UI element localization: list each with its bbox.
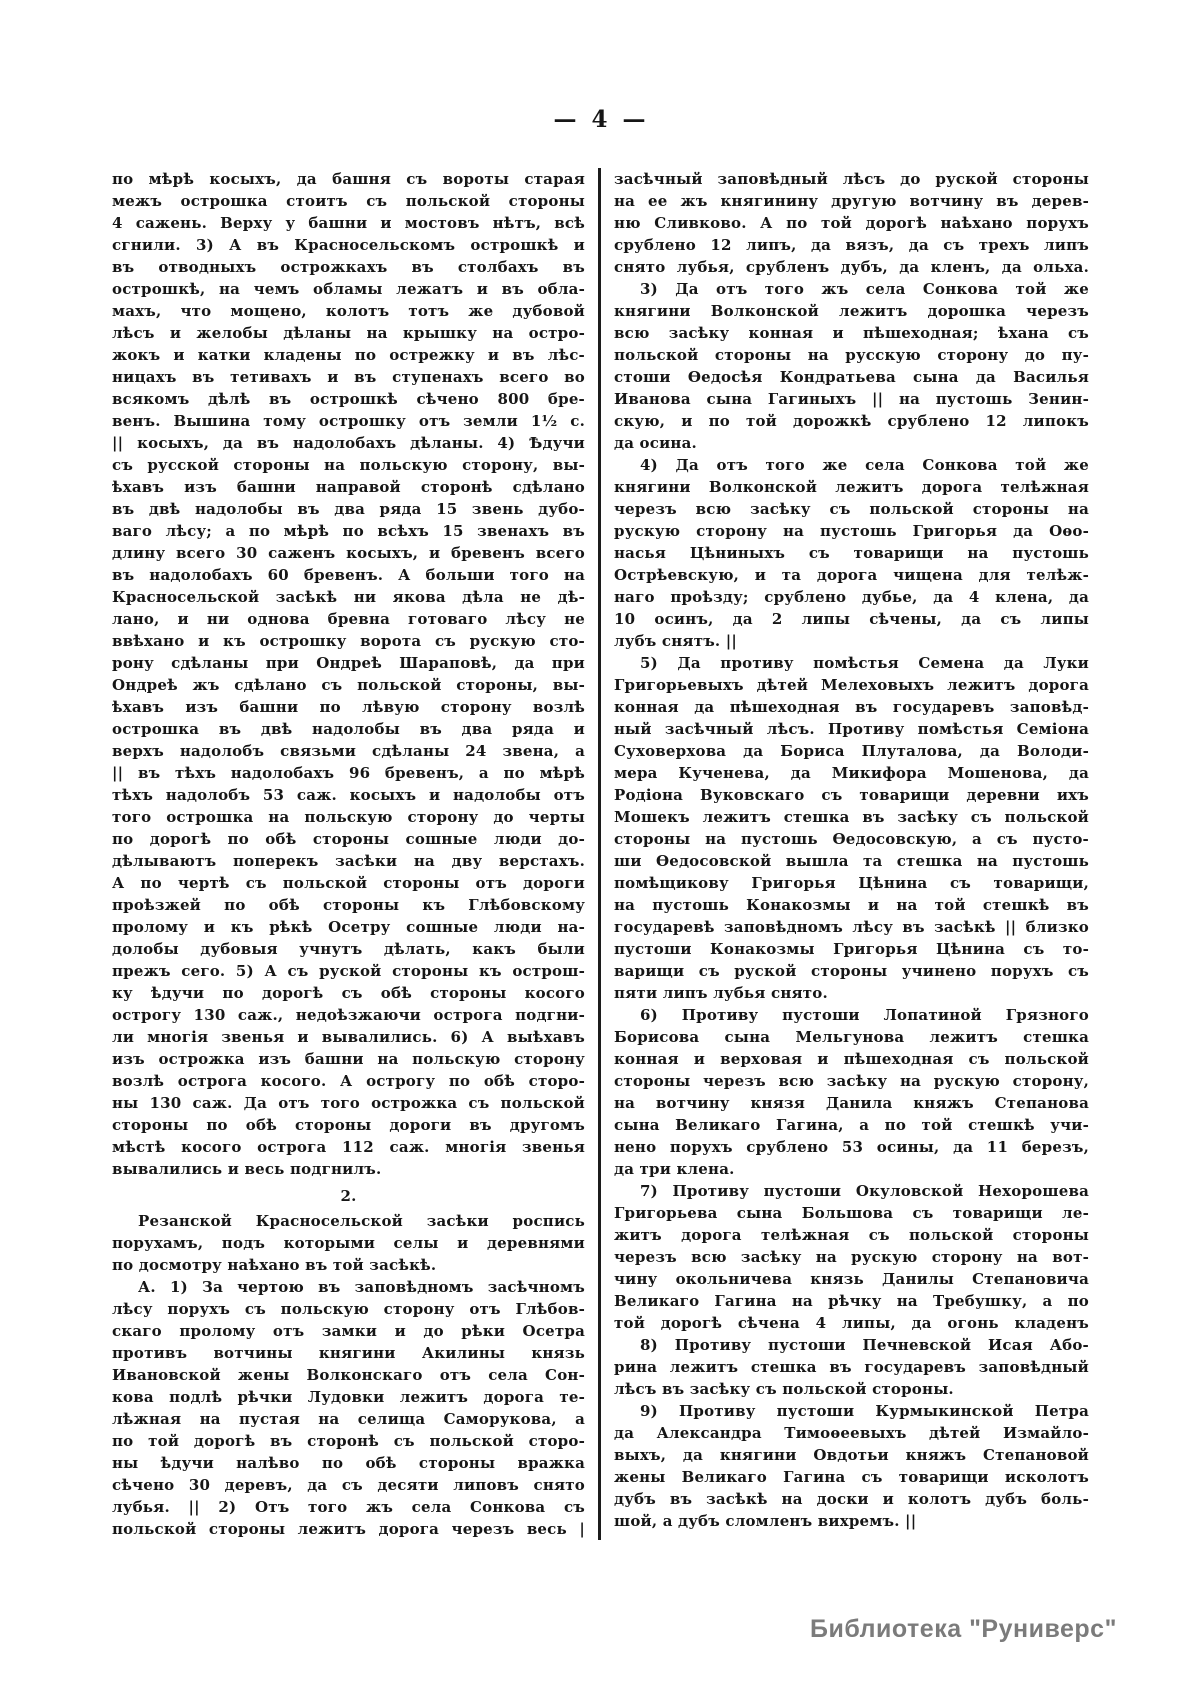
text-line: пяти липъ лубья снято. (614, 984, 828, 1002)
text-line: ку ѣдучи по дорогѣ съ обѣ стороны косого (112, 984, 585, 1002)
text-line: изъ острожка изъ башни на польскую сторону (112, 1050, 585, 1068)
text-line: || въ тѣхъ надолобахъ 96 бревенъ, а по мѣрѣ (112, 764, 585, 782)
text-line: сгнили. 3) А въ Красносельскомъ острошкѣ и (112, 236, 585, 254)
text-line: Резанской Красносельской засѣки роспись (138, 1212, 585, 1230)
text-line: въ надолобахъ 60 бревенъ. А больши того на (112, 566, 585, 584)
text-line: жокъ и катки кладены по острежку и въ лѣс- (112, 346, 585, 364)
text-line: мера Кученева, да Микифора Мошенова, да (614, 764, 1089, 782)
text-line: житъ дорога телѣжная съ польской стороны (614, 1226, 1089, 1244)
text-line: лубья. || 2) Отъ того жъ села Сонкова съ (112, 1498, 585, 1516)
text-line: Ивановской жены Волконскаго отъ села Сон- (112, 1366, 585, 1384)
text-line: княгини Волконской лежитъ дорошка черезъ (614, 302, 1089, 320)
text-line: возлѣ острога косого. А острогу по обѣ сторо- (112, 1072, 585, 1090)
text-line: верхъ надолобъ связьми сдѣланы 24 звена, а (112, 742, 585, 760)
text-line: скую, и по той дорожкѣ срублено 12 липокъ (614, 412, 1089, 430)
text-line: сѣчено 30 деревъ, да съ десяти липовъ снято (112, 1476, 585, 1494)
text-line: засѣчный заповѣдный лѣсъ до руской стороны (614, 170, 1089, 188)
text-line: да осина. (614, 434, 697, 452)
text-line: Острѣевскую, и та дорога чищена для телѣж- (614, 566, 1089, 584)
text-line: ны ѣдучи налѣво по обѣ стороны вражка (112, 1454, 585, 1472)
text-line: ню Сливково. А по той дорогѣ наѣхано порухъ (614, 214, 1089, 232)
paragraph (112, 1210, 585, 1276)
text-line: прежъ сего. 5) А съ руской стороны къ острош- (112, 962, 585, 980)
text-line: ваго лѣсу; а по мѣрѣ по всѣхъ 15 звенахъ въ (112, 522, 585, 540)
text-line: съ русской стороны на польскую сторону, вы- (112, 456, 585, 474)
page-number-dash-left: — (553, 106, 578, 133)
text-line: конная да пѣшеходная въ государевъ заповѣд- (614, 698, 1089, 716)
text-line: 10 осинъ, да 2 липы сѣчены, да съ липы (614, 610, 1089, 628)
text-line: || косыхъ, да въ надолобахъ дѣланы. 4) Ѣдучи (112, 434, 585, 452)
text-line: пролому и къ рѣкѣ Осетру сошные люди на- (112, 918, 585, 936)
text-line: скаго пролому отъ замки и до рѣки Осетра (112, 1322, 585, 1340)
paragraph (112, 1276, 585, 1540)
section-number-heading: 2. (340, 1187, 357, 1205)
text-line: вывалились и весь подгнилъ. (112, 1160, 382, 1178)
text-line: 5) Да противу помѣстья Семена да Луки (640, 654, 1089, 672)
text-line: ѣхавъ изъ башни по лѣвую сторону возлѣ (112, 698, 585, 716)
paragraph (614, 1180, 1089, 1334)
text-line: конная и верховая и пѣшеходная съ польской (614, 1050, 1089, 1068)
two-column-text-area (112, 168, 1092, 1540)
text-line: польской стороны на русскую сторону до пу- (614, 346, 1089, 364)
text-line: жены Великаго Гагина съ товарищи исколотъ (614, 1468, 1089, 1486)
text-line: по той дорогѣ въ сторонѣ съ польской сторо- (112, 1432, 585, 1450)
text-line: шой, а дубъ сломленъ вихремъ. || (614, 1512, 917, 1530)
paragraph (614, 1004, 1089, 1180)
text-line: Красносельской засѣкѣ ни якова дѣла не дѣ- (112, 588, 585, 606)
text-line: Иванова сына Гагиныхъ || на пустошь Зенин- (614, 390, 1089, 408)
text-line: лѣсу порухъ съ польскую сторону отъ Глѣбов- (112, 1300, 585, 1318)
text-line: долобы дубовыя учнутъ дѣлать, какъ были (112, 940, 585, 958)
text-line: Григорьева сына Большова съ товарищи ле- (614, 1204, 1089, 1222)
text-line: 6) Противу пустоши Лопатиной Грязного (640, 1006, 1089, 1024)
text-line: по досмотру наѣхано въ той засѣкѣ. (112, 1256, 437, 1274)
text-line: стоши Ѳедосѣя Кондратьева сына да Василья (614, 368, 1089, 386)
text-line: дубъ въ засѣкѣ на доски и колотъ дубъ боль- (614, 1490, 1089, 1508)
runivers-library-watermark: Библиотека "Руниверс" (810, 1615, 1117, 1643)
text-line: 4) Да отъ того же села Сонкова той же (640, 456, 1089, 474)
text-line: противъ вотчины княгини Акилины князь (112, 1344, 585, 1362)
text-line: всякомъ дѣлѣ въ острошкѣ сѣчено 800 бре- (112, 390, 585, 408)
page-number: 4 (591, 106, 609, 133)
text-line: черезъ всю засѣку съ польской стороны на (614, 500, 1089, 518)
text-line: лубъ снятъ. || (614, 632, 738, 650)
text-line: рина лежитъ стешка въ государевъ заповѣдный (614, 1358, 1089, 1376)
text-line: сына Великаго Гагина, а по той стешкѣ учи- (614, 1116, 1089, 1134)
text-line: Ондреѣ жъ сдѣлано съ польской стороны, вы- (112, 676, 585, 694)
text-line: ницахъ въ тетивахъ и въ ступенахъ всего во (112, 368, 585, 386)
text-line: стороны по обѣ стороны дороги въ другомъ (112, 1116, 585, 1134)
text-line: ли многія звенья и вывалились. 6) А выѣхавъ (112, 1028, 585, 1046)
text-line: ввѣхано и къ острошку ворота съ рускую сто- (112, 632, 585, 650)
text-line: да Александра Тимоѳеевыхъ дѣтей Измайло- (614, 1424, 1089, 1442)
paragraph (614, 278, 1089, 454)
text-line: 9) Противу пустоши Курмыкинской Петра (640, 1402, 1089, 1420)
text-line: рускую сторону на пустошь Григорья да Оѳо- (614, 522, 1089, 540)
text-line: лано, и ни однова бревна готоваго лѣсу не (112, 610, 585, 628)
text-line: по мѣрѣ косыхъ, да башня съ вороты старая (112, 170, 585, 188)
text-line: острошкѣ, на чемъ обламы лежатъ и въ обла- (112, 280, 585, 298)
text-line: кова подлѣ рѣчки Лудовки лежитъ дорога те- (112, 1388, 585, 1406)
text-line: ѣхавъ изъ башни направой сторонѣ сдѣлано (112, 478, 585, 496)
text-line: мѣстѣ косого острога 112 саж. многія звенья (112, 1138, 585, 1156)
page-header (0, 106, 1200, 133)
text-line: Мошекъ лежитъ стешка въ засѣку съ польской (614, 808, 1089, 826)
text-line: длину всего 30 саженъ косыхъ, и бревенъ всего (112, 544, 585, 562)
text-line: въ двѣ надолобы въ два ряда 15 звень дубо- (112, 500, 585, 518)
text-line: княгини Волконской лежитъ дорога телѣжная (614, 478, 1089, 496)
text-line: 7) Противу пустоши Окуловской Нехорошева (640, 1182, 1089, 1200)
text-line: острошка въ двѣ надолобы въ два ряда и (112, 720, 585, 738)
text-line: 4 сажень. Верху у башни и мостовъ нѣтъ, всѣ (112, 214, 585, 232)
paragraph (614, 1334, 1089, 1400)
text-line: на ее жъ княгинину другую вотчину въ дерев- (614, 192, 1089, 210)
text-line: срублено 12 липъ, да вязъ, да съ трехъ липъ (614, 236, 1089, 254)
text-line: лѣсъ въ засѣку съ польской стороны. (614, 1380, 954, 1398)
text-line: лѣсъ и желобы дѣланы на крышку на остро- (112, 324, 585, 342)
text-line: порухамъ, подъ которыми селы и деревнями (112, 1234, 585, 1252)
page-number-dash-right: — (622, 106, 647, 133)
text-line: ный засѣчный лѣсъ. Противу помѣстья Семіона (614, 720, 1089, 738)
text-line: всю засѣку конная и пѣшеходная; ѣхана съ (614, 324, 1089, 342)
paragraph (614, 652, 1089, 1004)
text-line: дѣлываютъ поперекъ засѣки на дву верстахъ. (112, 852, 585, 870)
text-line: острогу 130 саж., недоѣзжаючи острога подгни- (112, 1006, 585, 1024)
text-line: стороны на пустошь Ѳедосовскую, а съ пусто- (614, 830, 1089, 848)
text-line: на вотчину князя Данила княжъ Степанова (614, 1094, 1089, 1112)
text-line: А по чертѣ съ польской стороны отъ дороги (112, 874, 585, 892)
paragraph (614, 454, 1089, 652)
text-line: венъ. Вышина тому острошку отъ земли 1½ с. (112, 412, 585, 430)
text-line: государевѣ заповѣдномъ лѣсу въ засѣкѣ || близко (614, 918, 1089, 936)
text-line: варищи съ руской стороны учинено порухъ съ (614, 962, 1089, 980)
text-line: межъ острошка стоитъ съ польской стороны (112, 192, 585, 210)
paragraph (112, 168, 585, 1180)
text-line: 8) Противу пустоши Печневской Исая Або- (640, 1336, 1089, 1354)
text-line: махъ, что мощено, колотъ тотъ же дубовой (112, 302, 585, 320)
text-line: на пустошь Конакозмы и на той стешкѣ въ (614, 896, 1089, 914)
text-line: тѣхъ надолобъ 53 саж. косыхъ и надолобы отъ (112, 786, 585, 804)
text-line: по дорогѣ по обѣ стороны сошные люди до- (112, 830, 585, 848)
text-line: выхъ, да княгини Овдотьи княжъ Степановой (614, 1446, 1089, 1464)
text-line: польской стороны лежитъ дорога черезъ весь | (112, 1520, 585, 1538)
column-divider-rule (598, 168, 601, 1540)
text-line: пустоши Конакозмы Григорья Цѣнина съ то- (614, 940, 1089, 958)
text-line: того острошка на польскую сторону до черты (112, 808, 585, 826)
text-line: Григорьевыхъ дѣтей Мелеховыхъ лежитъ дорога (614, 676, 1089, 694)
text-line: Родіона Вуковскаго съ товарищи деревни ихъ (614, 786, 1089, 804)
text-line: ши Ѳедосовской вышла та стешка на пустошь (614, 852, 1089, 870)
paragraph (614, 168, 1089, 278)
text-line: насья Цѣниныхъ съ товарищи на пустошь (614, 544, 1089, 562)
right-column (614, 168, 1089, 1540)
text-line: проѣзжей по обѣ стороны къ Глѣбовскому (112, 896, 585, 914)
left-column (112, 168, 585, 1540)
text-line: Борисова сына Мельгунова лежитъ стешка (614, 1028, 1089, 1046)
text-line: помѣщикову Григорья Цѣнина съ товарищи, (614, 874, 1089, 892)
text-line: рону сдѣланы при Ондреѣ Шараповѣ, да при (112, 654, 585, 672)
paragraph (614, 1400, 1089, 1532)
text-line: нено порухъ срублено 53 осины, да 11 березъ, (614, 1138, 1089, 1156)
text-line: черезъ всю засѣку на рускую сторону на вот- (614, 1248, 1089, 1266)
text-line: А. 1) За чертою въ заповѣдномъ засѣчномъ (138, 1278, 585, 1296)
text-line: Суховерхова да Бориса Плуталова, да Володи- (614, 742, 1089, 760)
text-line: той дорогѣ сѣчена 4 липы, да огонь кладенъ (614, 1314, 1089, 1332)
text-line: да три клена. (614, 1160, 735, 1178)
text-line: ны 130 саж. Да отъ того острожка съ польской (112, 1094, 585, 1112)
text-line: 3) Да отъ того жъ села Сонкова той же (640, 280, 1089, 298)
text-line: чину окольничева князь Данилы Степановича (614, 1270, 1089, 1288)
text-line: наго проѣзду; срублено дубье, да 4 клена, да (614, 588, 1089, 606)
text-line: лѣжная на пустая на селища Саморукова, а (112, 1410, 585, 1428)
text-line: стороны черезъ всю засѣку на рускую сторону, (614, 1072, 1089, 1090)
text-line: Великаго Гагина на рѣчку на Требушку, а по (614, 1292, 1089, 1310)
text-line: снято лубья, срубленъ дубъ, да кленъ, да ольха. (614, 258, 1089, 276)
text-line: въ отводныхъ острожкахъ въ столбахъ въ (112, 258, 585, 276)
